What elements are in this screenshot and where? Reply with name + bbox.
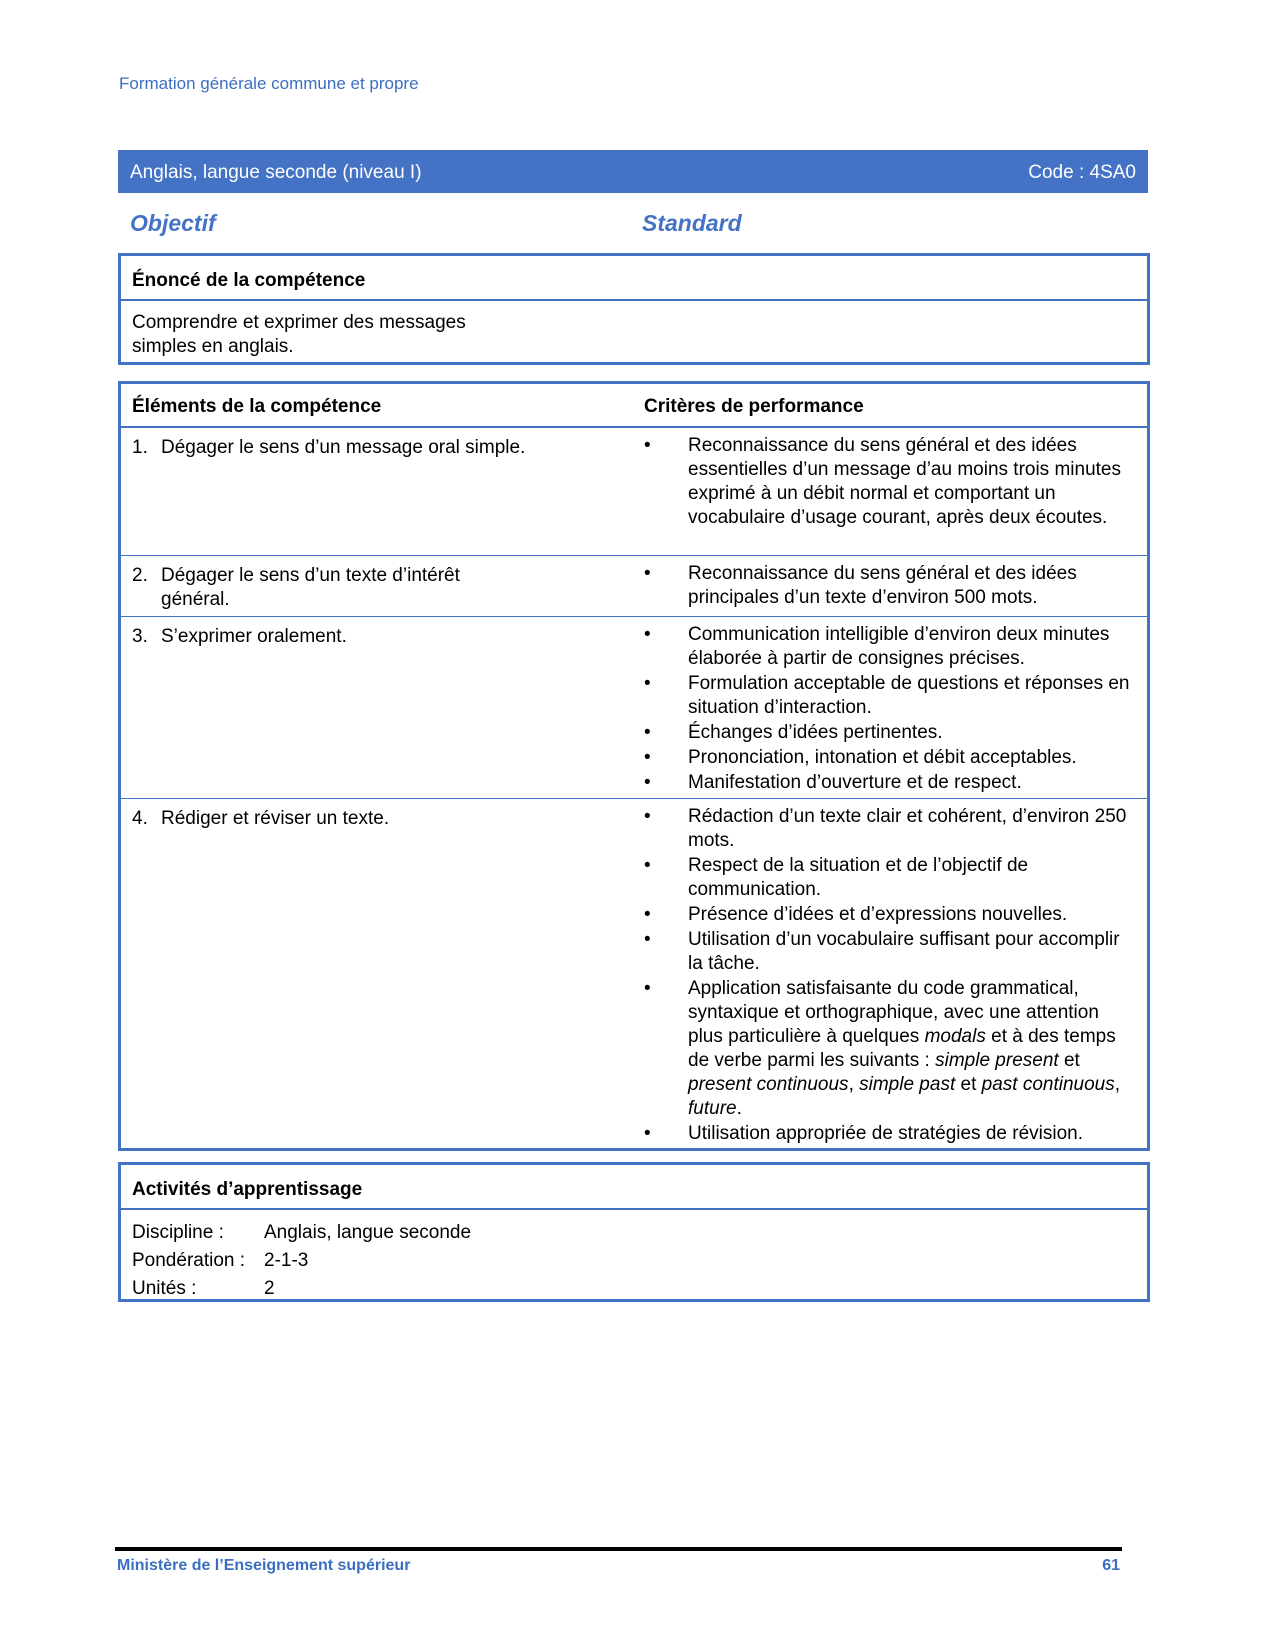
footer-ministry: Ministère de l’Enseignement supérieur — [117, 1557, 411, 1574]
bullet-icon: • — [644, 929, 651, 950]
course-title: Anglais, langue seconde (niveau I) — [130, 162, 422, 183]
bullet-icon: • — [644, 772, 651, 793]
elements-heading: Éléments de la compétence — [132, 396, 382, 417]
element-number: 4. — [132, 808, 148, 829]
elements-table — [118, 381, 1150, 1151]
criterion-text: Utilisation appropriée de stratégies de révision. — [688, 1123, 1083, 1144]
table-row — [121, 556, 1147, 617]
objectif-label: Objectif — [130, 210, 216, 236]
criterion-text: Reconnaissance du sens général et des idées principales d’un texte d’environ 500 mots. — [688, 563, 1077, 608]
bullet-icon: • — [644, 855, 651, 876]
criterion-item — [644, 771, 1134, 795]
unites-label: Unités : — [132, 1278, 197, 1299]
grammar-italic: simple present — [935, 1050, 1059, 1071]
grammar-italic: past continuous — [981, 1074, 1115, 1095]
bullet-icon: • — [644, 978, 651, 999]
criterion-item — [644, 721, 1134, 745]
table-row — [121, 617, 1147, 799]
grammar-text: et — [1058, 1050, 1080, 1071]
elements-header — [121, 384, 1147, 428]
grammar-text: . — [736, 1098, 742, 1119]
criterion-item — [644, 928, 1134, 976]
criteria-cell — [644, 434, 1134, 531]
element-text: Dégager le sens d’un message oral simple. — [161, 437, 526, 458]
page-number: 61 — [1102, 1557, 1120, 1574]
grammar-text: et — [955, 1074, 982, 1095]
criterion-item — [644, 805, 1134, 853]
criterion-text: Rédaction d’un texte clair et cohérent, d’environ 250 mots. — [688, 806, 1127, 851]
criterion-text: Communication intelligible d’environ deux minutes élaborée à partir de consignes précises. — [688, 624, 1110, 669]
activities-heading: Activités d’apprentissage — [121, 1165, 1147, 1210]
criterion-item — [644, 1122, 1134, 1146]
page-footer — [117, 1557, 1120, 1575]
criterion-text — [688, 978, 1120, 1119]
criterion-text: Utilisation d’un vocabulaire suffisant pour accomplir la tâche. — [688, 929, 1120, 974]
criterion-text: Reconnaissance du sens général et des idées essentielles d’un message d’au moins trois minutes exprimé à un débit normal et comportant un vocabulaire d’usage courant, après deux écoutes. — [688, 435, 1121, 528]
criterion-item — [644, 623, 1134, 671]
activities-body — [121, 1210, 1147, 1304]
element-text: Dégager le sens d’un texte d’intérêt général. — [161, 565, 460, 610]
bullet-icon: • — [644, 563, 651, 584]
bullet-icon: • — [644, 806, 651, 827]
criterion-text: Formulation acceptable de questions et réponses en situation d’interaction. — [688, 673, 1130, 718]
criterion-item — [644, 903, 1134, 927]
element-text: S’exprimer oralement. — [161, 626, 347, 647]
running-header: Formation générale commune et propre — [119, 74, 419, 93]
enonce-line: simples en anglais. — [132, 336, 294, 357]
table-row — [121, 428, 1147, 556]
criterion-item — [644, 562, 1134, 610]
ponderation-label: Pondération : — [132, 1250, 246, 1271]
bullet-icon: • — [644, 747, 651, 768]
element-number: 1. — [132, 437, 148, 458]
criteria-cell — [644, 805, 1134, 1147]
criterion-item — [644, 746, 1134, 770]
course-title-bar — [118, 150, 1148, 193]
discipline-label: Discipline : — [132, 1222, 224, 1243]
element-cell — [132, 564, 612, 612]
criterion-text: Respect de la situation et de l’objectif de communication. — [688, 855, 1029, 900]
criterion-item — [644, 977, 1134, 1121]
grammar-text: , — [1114, 1074, 1121, 1095]
unites-line — [132, 1276, 1136, 1304]
element-number: 3. — [132, 626, 148, 647]
enonce-line: Comprendre et exprimer des messages — [132, 312, 466, 333]
bullet-icon: • — [644, 722, 651, 743]
criteria-cell — [644, 623, 1134, 796]
element-cell — [132, 807, 612, 831]
enonce-heading: Énoncé de la compétence — [121, 256, 1147, 301]
ponderation-value: 2-1-3 — [264, 1250, 309, 1271]
criterion-item — [644, 672, 1134, 720]
bullet-icon: • — [644, 904, 651, 925]
grammar-text: , — [848, 1074, 860, 1095]
bullet-icon: • — [644, 435, 651, 456]
enonce-text — [121, 301, 1147, 359]
criteria-heading: Critères de performance — [644, 396, 864, 417]
criterion-text: Échanges d’idées pertinentes. — [688, 722, 943, 743]
discipline-line — [132, 1220, 1136, 1248]
course-code: Code : 4SA0 — [1028, 162, 1136, 183]
criterion-item — [644, 854, 1134, 902]
activities-box — [118, 1162, 1150, 1302]
grammar-text: Application satisfaisante du code grammatical, syntaxique et orthographique, avec une attention plus particulière à quelques — [688, 978, 1099, 1047]
discipline-value: Anglais, langue seconde — [264, 1222, 472, 1243]
element-text: Rédiger et réviser un texte. — [161, 808, 390, 829]
element-cell — [132, 436, 612, 460]
criterion-text: Prononciation, intonation et débit acceptables. — [688, 747, 1077, 768]
enonce-box — [118, 253, 1150, 365]
criterion-item — [644, 434, 1134, 530]
bullet-icon: • — [644, 673, 651, 694]
footer-divider — [115, 1547, 1122, 1551]
bullet-icon: • — [644, 624, 651, 645]
bullet-icon: • — [644, 1123, 651, 1144]
element-cell — [132, 625, 612, 649]
standard-label: Standard — [642, 210, 742, 236]
element-number: 2. — [132, 565, 148, 586]
ponderation-line — [132, 1248, 1136, 1276]
table-row — [121, 799, 1147, 1142]
criterion-text: Manifestation d’ouverture et de respect. — [688, 772, 1022, 793]
grammar-italic: modals — [924, 1026, 986, 1047]
criteria-cell — [644, 562, 1134, 611]
criterion-text: Présence d’idées et d’expressions nouvelles. — [688, 904, 1068, 925]
unites-value: 2 — [264, 1278, 275, 1299]
grammar-italic: simple past — [859, 1074, 956, 1095]
grammar-text: et à des temps de verbe parmi les suivants : — [688, 1026, 1116, 1071]
grammar-italic: present continuous — [688, 1074, 849, 1095]
grammar-italic: future — [688, 1098, 737, 1119]
